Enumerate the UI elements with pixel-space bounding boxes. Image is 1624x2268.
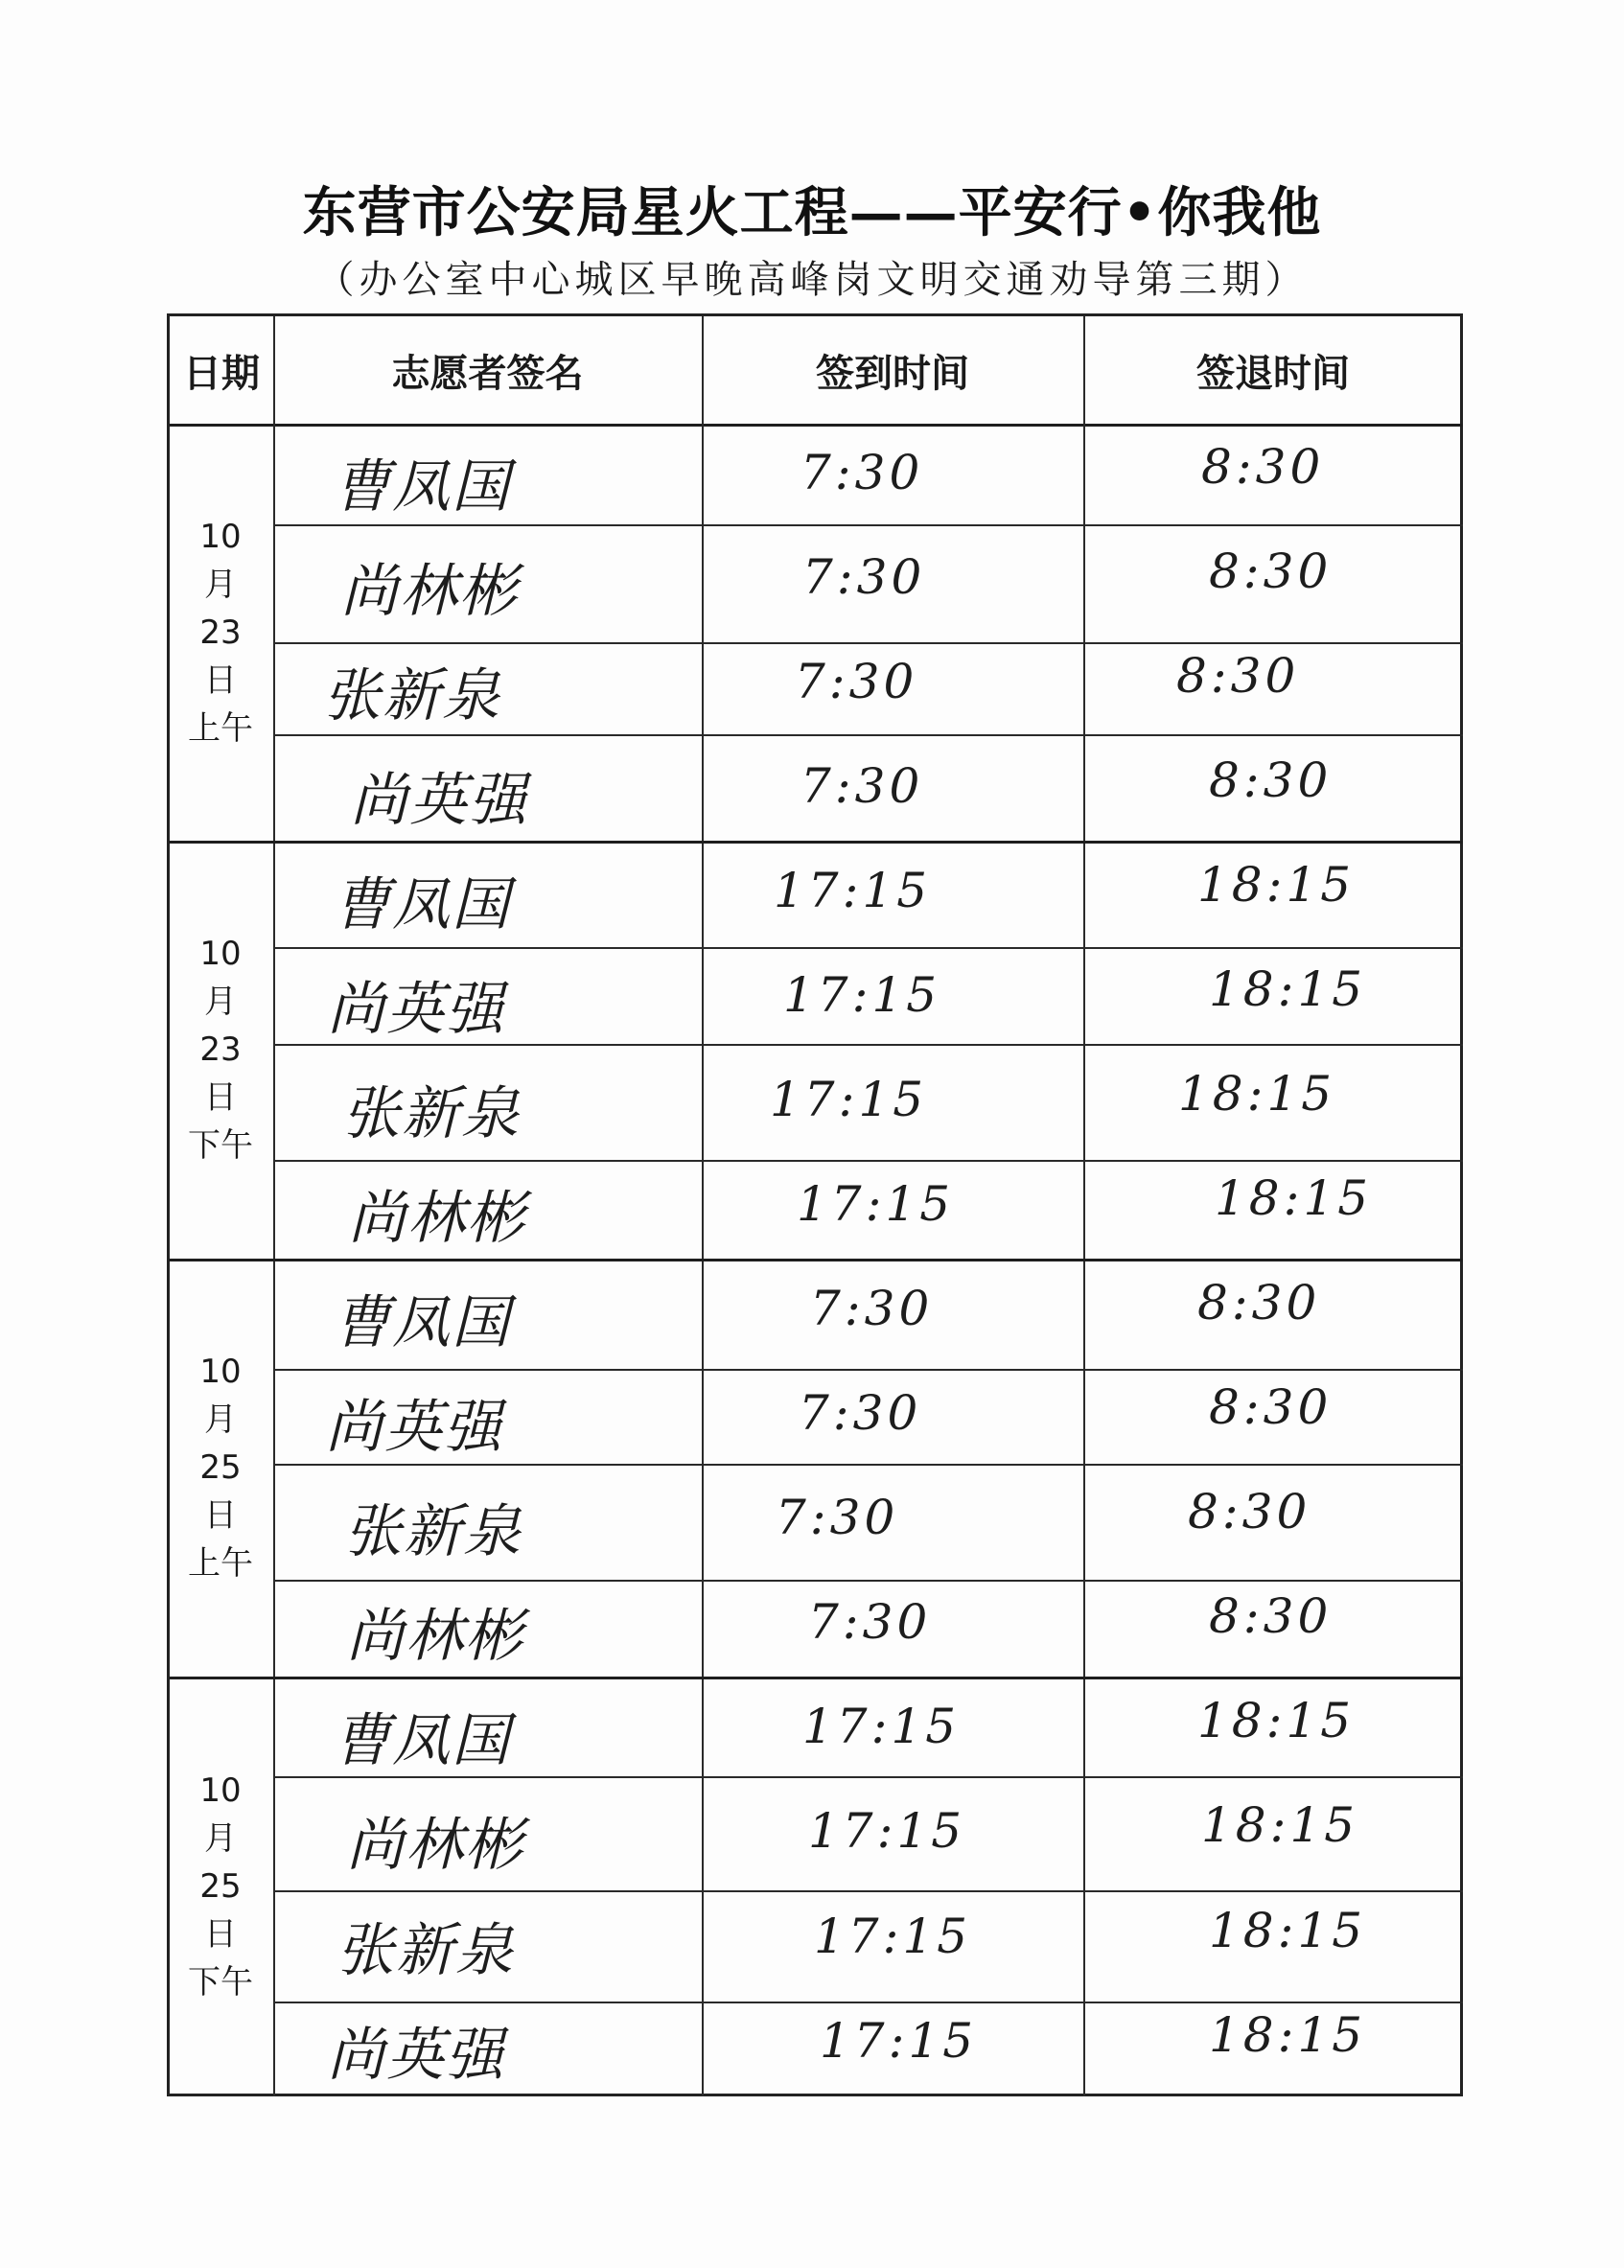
volunteer-signature: 曹凤国 bbox=[333, 1288, 511, 1356]
volunteer-signature: 尚英强 bbox=[325, 1393, 503, 1461]
row-divider bbox=[273, 2002, 1463, 2003]
header-sign-in-time: 签到时间 bbox=[816, 351, 969, 396]
sign-out-time: 18:15 bbox=[1178, 1065, 1336, 1122]
date-part: 10 bbox=[199, 517, 242, 556]
date-part: 下午 bbox=[188, 1963, 253, 2002]
sign-in-time: 7:30 bbox=[795, 653, 918, 709]
row-divider bbox=[273, 1890, 1463, 1892]
date-part: 月 bbox=[204, 565, 237, 604]
sign-in-time: 17:15 bbox=[802, 1698, 961, 1754]
sign-out-time: 18:15 bbox=[1201, 1797, 1359, 1854]
sign-in-time: 17:15 bbox=[770, 1071, 928, 1127]
sign-in-time: 17:15 bbox=[808, 1803, 966, 1860]
row-divider bbox=[273, 524, 1463, 526]
sign-out-time: 18:15 bbox=[1215, 1169, 1373, 1226]
volunteer-signature: 尚英强 bbox=[327, 2022, 505, 2090]
sign-in-time: 17:15 bbox=[820, 2013, 978, 2070]
volunteer-signature: 张新泉 bbox=[336, 1916, 515, 1984]
sign-out-time: 8:30 bbox=[1197, 1274, 1321, 1331]
header-date: 日期 bbox=[183, 351, 260, 396]
sign-in-time: 17:15 bbox=[797, 1175, 955, 1232]
date-cell bbox=[170, 424, 271, 841]
volunteer-signature: 尚林彬 bbox=[346, 1602, 524, 1670]
sign-out-time: 8:30 bbox=[1201, 439, 1325, 496]
row-divider bbox=[273, 1044, 1463, 1046]
volunteer-signature: 张新泉 bbox=[344, 1497, 522, 1565]
volunteer-signature: 曹凤国 bbox=[333, 870, 511, 938]
row-divider bbox=[273, 1776, 1463, 1778]
row-divider bbox=[273, 947, 1463, 949]
column-divider bbox=[1083, 316, 1085, 2096]
date-part: 日 bbox=[204, 1078, 237, 1117]
sign-in-time: 7:30 bbox=[799, 1384, 922, 1441]
date-part: 日 bbox=[204, 1915, 237, 1954]
date-part: 10 bbox=[199, 1771, 242, 1810]
sign-out-time: 18:15 bbox=[1197, 1692, 1356, 1748]
date-part: 月 bbox=[204, 1819, 237, 1858]
sign-out-time: 8:30 bbox=[1209, 544, 1333, 600]
group-divider bbox=[170, 841, 1463, 844]
row-divider bbox=[273, 642, 1463, 644]
volunteer-signature: 尚英强 bbox=[327, 975, 505, 1043]
sign-in-time: 17:15 bbox=[774, 862, 932, 918]
date-part: 10 bbox=[199, 1353, 242, 1391]
date-part: 下午 bbox=[188, 1126, 253, 1165]
sign-in-time: 7:30 bbox=[808, 1593, 932, 1650]
date-part: 上午 bbox=[188, 1544, 253, 1583]
date-part: 23 bbox=[199, 1030, 242, 1069]
date-part: 日 bbox=[204, 660, 237, 700]
date-part: 月 bbox=[204, 983, 237, 1021]
document-title: 东营市公安局星火工程——平安行•你我他 bbox=[302, 181, 1322, 244]
date-cell bbox=[170, 1677, 271, 2096]
sign-in-time: 7:30 bbox=[802, 549, 926, 606]
group-divider bbox=[170, 1677, 1463, 1679]
sign-in-time: 17:15 bbox=[814, 1908, 972, 1964]
header-volunteer-signature: 志愿者签名 bbox=[391, 351, 584, 396]
column-divider bbox=[273, 316, 275, 2096]
sign-out-time: 8:30 bbox=[1209, 752, 1333, 808]
volunteer-signature: 张新泉 bbox=[342, 1079, 521, 1147]
sign-out-time: 8:30 bbox=[1209, 1378, 1333, 1435]
date-part: 10 bbox=[199, 935, 242, 973]
row-divider bbox=[273, 1580, 1463, 1582]
date-cell bbox=[170, 1259, 271, 1677]
sign-in-time: 7:30 bbox=[810, 1280, 934, 1336]
date-cell bbox=[170, 841, 271, 1259]
sign-out-time: 18:15 bbox=[1209, 2007, 1367, 2064]
date-part: 25 bbox=[199, 1448, 242, 1487]
volunteer-signature: 尚林彬 bbox=[340, 558, 519, 626]
row-divider bbox=[273, 1369, 1463, 1371]
volunteer-signature: 张新泉 bbox=[323, 661, 501, 729]
sign-in-table bbox=[167, 313, 1463, 2096]
sign-out-time: 8:30 bbox=[1209, 1587, 1333, 1644]
sign-out-time: 18:15 bbox=[1209, 960, 1367, 1017]
sign-out-time: 18:15 bbox=[1197, 856, 1356, 913]
sign-in-time: 7:30 bbox=[776, 1489, 899, 1545]
row-divider bbox=[273, 1464, 1463, 1466]
volunteer-signature: 尚林彬 bbox=[348, 1184, 526, 1252]
sign-in-time: 7:30 bbox=[800, 445, 924, 501]
date-part: 上午 bbox=[188, 708, 253, 748]
row-divider bbox=[273, 734, 1463, 736]
header-sign-out-time: 签退时间 bbox=[1196, 351, 1350, 396]
row-divider bbox=[273, 1160, 1463, 1162]
date-part: 日 bbox=[204, 1496, 237, 1535]
sign-in-time: 17:15 bbox=[783, 966, 941, 1023]
document-subtitle: （办公室中心城区早晚高峰岗文明交通劝导第三期） bbox=[315, 258, 1309, 302]
group-divider bbox=[170, 1259, 1463, 1261]
sign-in-time: 7:30 bbox=[800, 757, 924, 814]
volunteer-signature: 尚林彬 bbox=[346, 1812, 524, 1880]
sign-out-time: 8:30 bbox=[1188, 1483, 1311, 1539]
column-divider bbox=[702, 316, 704, 2096]
volunteer-signature: 曹凤国 bbox=[333, 453, 511, 521]
header-divider bbox=[170, 424, 1463, 427]
sign-out-time: 8:30 bbox=[1176, 647, 1300, 704]
sign-out-time: 18:15 bbox=[1209, 1902, 1367, 1958]
volunteer-signature: 曹凤国 bbox=[333, 1706, 511, 1774]
date-part: 23 bbox=[199, 613, 242, 652]
date-part: 月 bbox=[204, 1400, 237, 1439]
volunteer-signature: 尚英强 bbox=[350, 766, 528, 834]
date-part: 25 bbox=[199, 1867, 242, 1906]
